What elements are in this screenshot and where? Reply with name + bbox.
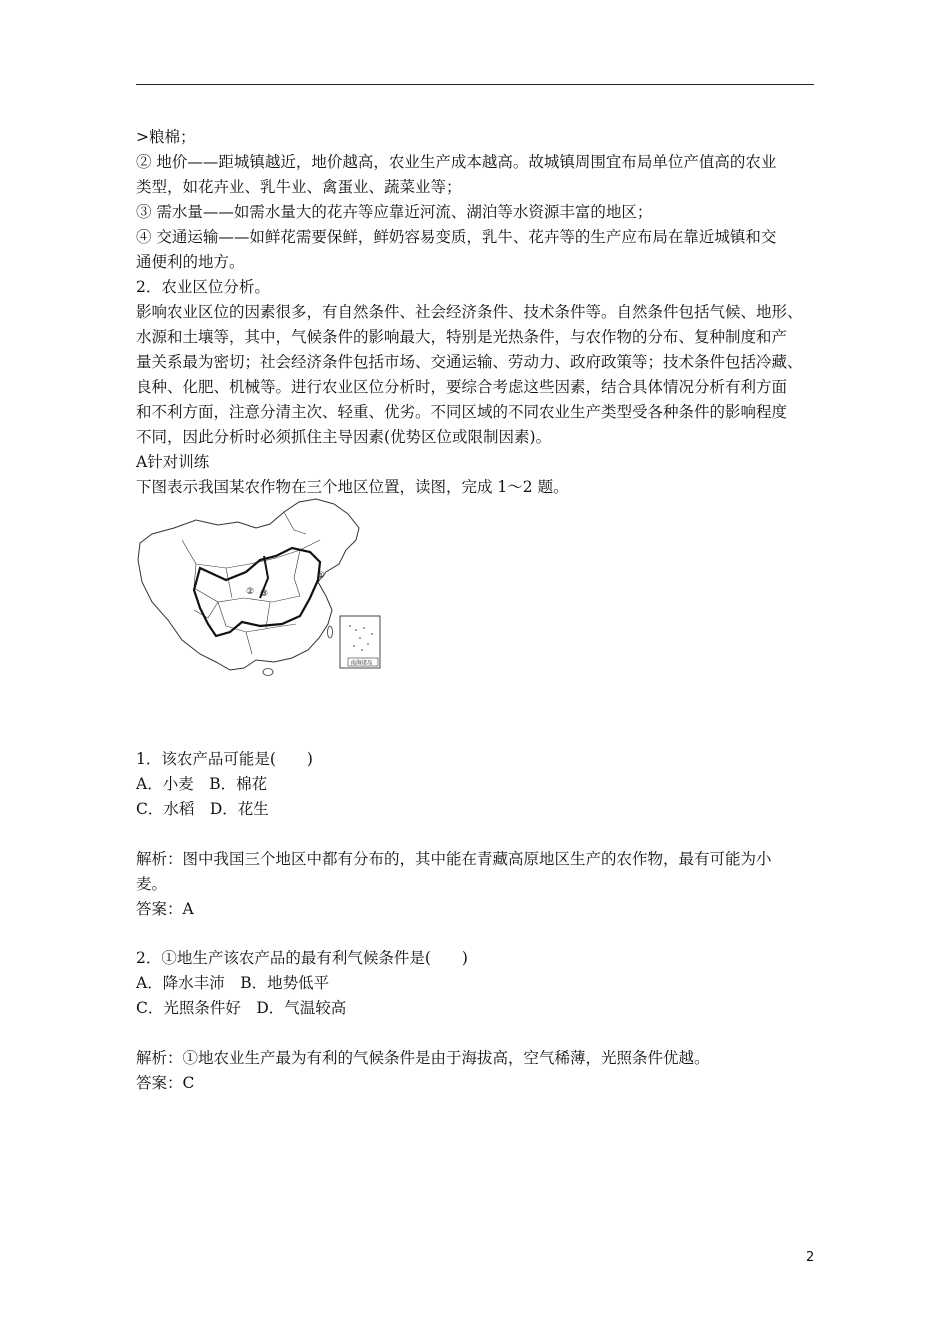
figure-intro: 下图表示我国某农作物在三个地区位置，读图，完成 1～2 题。 (136, 478, 569, 496)
question-1-analysis-cont: 麦。 (136, 875, 168, 893)
hainan-island (263, 669, 273, 676)
section-heading-location-analysis: 2．农业区位分析。 (136, 278, 270, 296)
question-1-answer: 答案：A (136, 900, 194, 918)
paragraph-line-2: 水源和土壤等，其中，气候条件的影响最大，特别是光热条件，与农作物的分布、复种制度和产 (136, 328, 788, 346)
china-outline (138, 499, 359, 670)
question-1-stem: 1．该农产品可能是( ) (136, 750, 313, 768)
paragraph-line-4: 良种、化肥、机械等。进行农业区位分析时，要综合考虑这些因素，结合具体情况分析有利方面 (136, 378, 788, 396)
text-line-water-demand: ③ 需水量——如需水量大的花卉等应靠近河流、湖泊等水资源丰富的地区； (136, 203, 653, 221)
inset-label: 南海诸岛 (350, 660, 373, 667)
question-1-options-cd: C．水稻 D．花生 (136, 800, 269, 818)
question-2-answer: 答案：C (136, 1074, 195, 1092)
text-line-land-price-cont: 类型，如花卉业、乳牛业、禽蛋业、蔬菜业等； (136, 178, 462, 196)
taiwan-island (328, 626, 333, 638)
question-2-options-cd: C．光照条件好 D．气温较高 (136, 999, 347, 1017)
paragraph-line-5: 和不利方面，注意分清主次、轻重、优劣。不同区域的不同农业生产类型受各种条件的影响程度 (136, 403, 788, 421)
paragraph-line-3: 量关系最为密切；社会经济条件包括市场、交通运输、劳动力、政府政策等；技术条件包括冷藏、 (136, 353, 803, 371)
header-rule (136, 84, 814, 85)
question-2-analysis: 解析：①地农业生产最为有利的气候条件是由于海拔高，空气稀薄，光照条件优越。 (136, 1049, 710, 1067)
map-marker-2: ② (246, 587, 255, 597)
map-marker-1: ① (317, 571, 326, 581)
south-china-sea-inset (340, 616, 380, 668)
question-2-stem: 2．①地生产该农产品的最有利气候条件是( ) (136, 949, 468, 967)
question-2-options-ab: A．降水丰沛 B．地势低平 (136, 974, 330, 992)
text-line-grain-cotton: >粮棉； (136, 128, 196, 146)
text-line-transport-cont: 通便利的地方。 (136, 253, 245, 271)
paragraph-line-1: 影响农业区位的因素很多，有自然条件、社会经济条件、技术条件等。自然条件包括气候、地形、 (136, 303, 803, 321)
china-map-figure (134, 498, 384, 680)
crop-region-boundary (194, 548, 320, 636)
paragraph-line-6: 不同，因此分析时必须抓住主导因素(优势区位或限制因素)。 (136, 428, 552, 446)
question-1-analysis: 解析：图中我国三个地区中都有分布的，其中能在青藏高原地区生产的农作物，最有可能为小 (136, 850, 772, 868)
text-line-transport: ④ 交通运输——如鲜花需要保鲜，鲜奶容易变质，乳牛、花卉等的生产应布局在靠近城镇和交 (136, 228, 777, 246)
page-number: 2 (806, 1250, 815, 1265)
text-line-land-price: ② 地价——距城镇越近，地价越高，农业生产成本越高。故城镇周围宜布局单位产值高的农业 (136, 153, 777, 171)
map-marker-3: ③ (260, 589, 269, 599)
practice-heading: A针对训练 (136, 453, 210, 471)
question-1-options-ab: A．小麦 B．棉花 (136, 775, 268, 793)
